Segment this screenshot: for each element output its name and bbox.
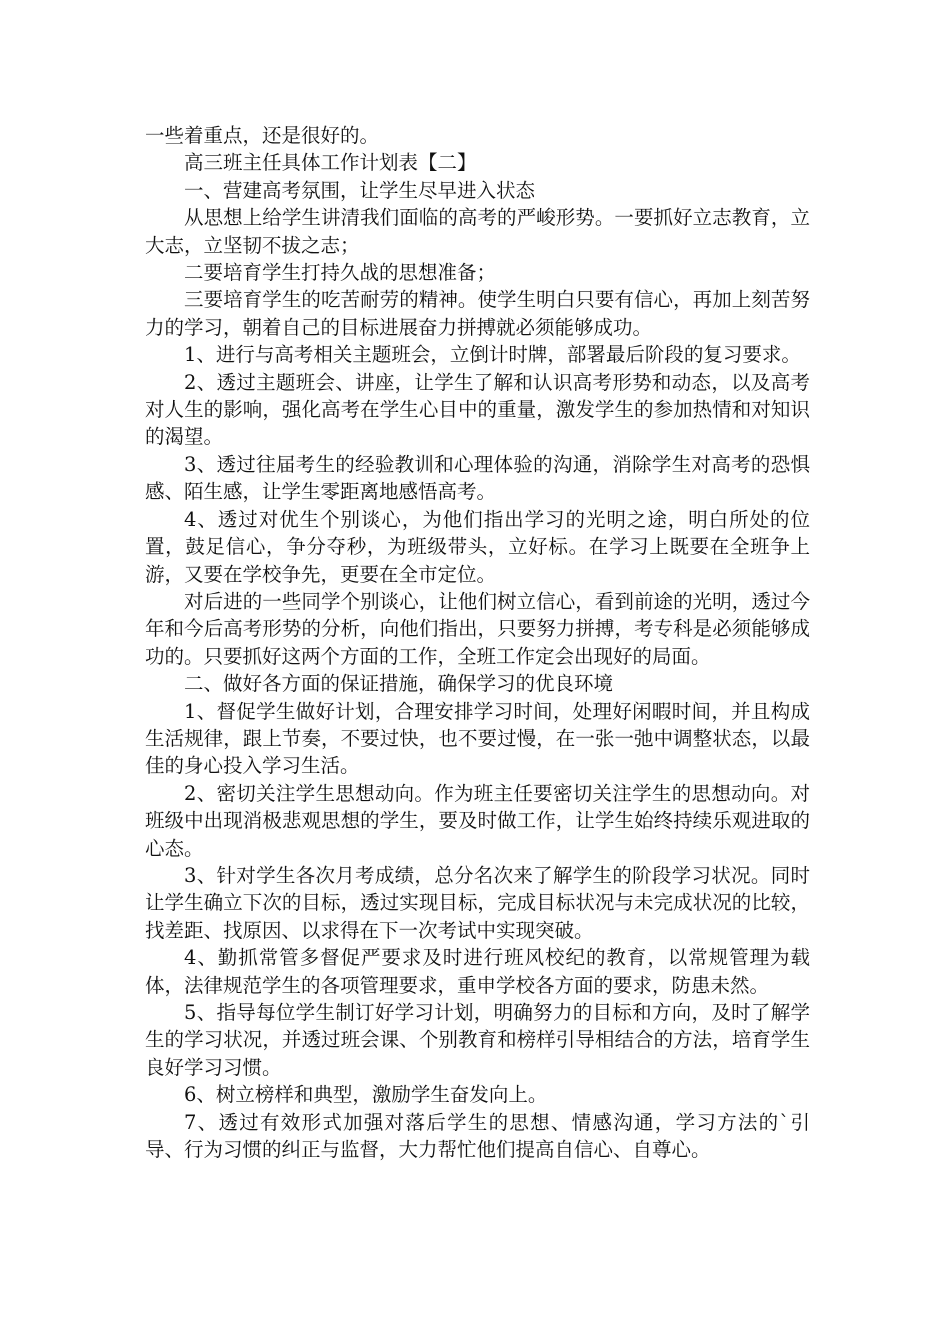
document-body: [145, 122, 810, 1163]
list-item: 4、透过对优生个别谈心，为他们指出学习的光明之途，明白所处的位置，鼓足信心，争分夺秒，为班级带头，立好标。在学习上既要在全班争上游，又要在学校争先，更要在全市定位。: [145, 507, 810, 586]
list-item: 5、指导每位学生制订好学习计划，明确努力的目标和方向，及时了解学生的学习状况，并透过班会课、个别教育和榜样引导相结合的方法，培育学生良好学习习惯。: [145, 1001, 810, 1079]
paragraph-continuation: 一些着重点，还是很好的。: [145, 124, 380, 147]
list-item: 1、督促学生做好计划，合理安排学习时间，处理好闲暇时间，并且构成生活规律，跟上节奏，不要过快，也不要过慢，在一张一弛中调整状态，以最佳的身心投入学习生活。: [145, 699, 810, 778]
list-item: 1、进行与高考相关主题班会，立倒计时牌，部署最后阶段的复习要求。: [184, 343, 801, 367]
list-item: 3、针对学生各次月考成绩，总分名次来了解学生的阶段学习状况。同时让学生确立下次的目标，透过实现目标，完成目标状况与未完成状况的比较，找差距、找原因、以求得在下一次考试中实现突破。: [145, 863, 810, 942]
paragraph: 三要培育学生的吃苦耐劳的精神。使学生明白只要有信心，再加上刻苦努力的学习，朝着自己的目标进展奋力拼搏就必须能够成功。: [145, 288, 810, 339]
list-item: 7、透过有效形式加强对落后学生的思想、情感沟通，学习方法的`引导、行为习惯的纠正与监督，大力帮忙他们提高自信心、自尊心。: [145, 1110, 810, 1162]
list-item: 3、透过往届考生的经验教训和心理体验的沟通，消除学生对高考的恐惧感、陌生感，让学生零距离地感悟高考。: [145, 452, 810, 504]
paragraph: 二要培育学生打持久战的思想准备；: [184, 261, 497, 285]
section-heading-1: 一、营建高考氛围，让学生尽早进入状态: [184, 178, 536, 202]
paragraph: 对后进的一些同学个别谈心，让他们树立信心，看到前途的光明，透过今年和今后高考形势的分析，向他们指出，只要努力拼搏，考专科是必须能够成功的。只要抓好这两个方面的工作，全班工作定会出现好的局面。: [145, 589, 810, 668]
list-item: 2、透过主题班会、讲座，让学生了解和认识高考形势和动态，以及高考对人生的影响，强化高考在学生心目中的重量，激发学生的参加热情和对知识的渴望。: [145, 370, 810, 449]
paragraph: 从思想上给学生讲清我们面临的高考的严峻形势。一要抓好立志教育，立大志，立坚韧不拔之志；: [145, 206, 810, 257]
plan-title: 高三班主任具体工作计划表【二】: [184, 151, 477, 175]
list-item: 6、树立榜样和典型，激励学生奋发向上。: [184, 1083, 548, 1107]
list-item: 2、密切关注学生思想动向。作为班主任要密切关注学生的思想动向。对班级中出现消极悲观思想的学生，要及时做工作，让学生始终持续乐观进取的心态。: [145, 781, 810, 860]
section-heading-2: 二、做好各方面的保证措施，确保学习的优良环境: [184, 672, 614, 696]
list-item: 4、勤抓常管多督促严要求及时进行班风校纪的教育，以常规管理为载体，法律规范学生的各项管理要求，重申学校各方面的要求，防患未然。: [145, 946, 810, 997]
